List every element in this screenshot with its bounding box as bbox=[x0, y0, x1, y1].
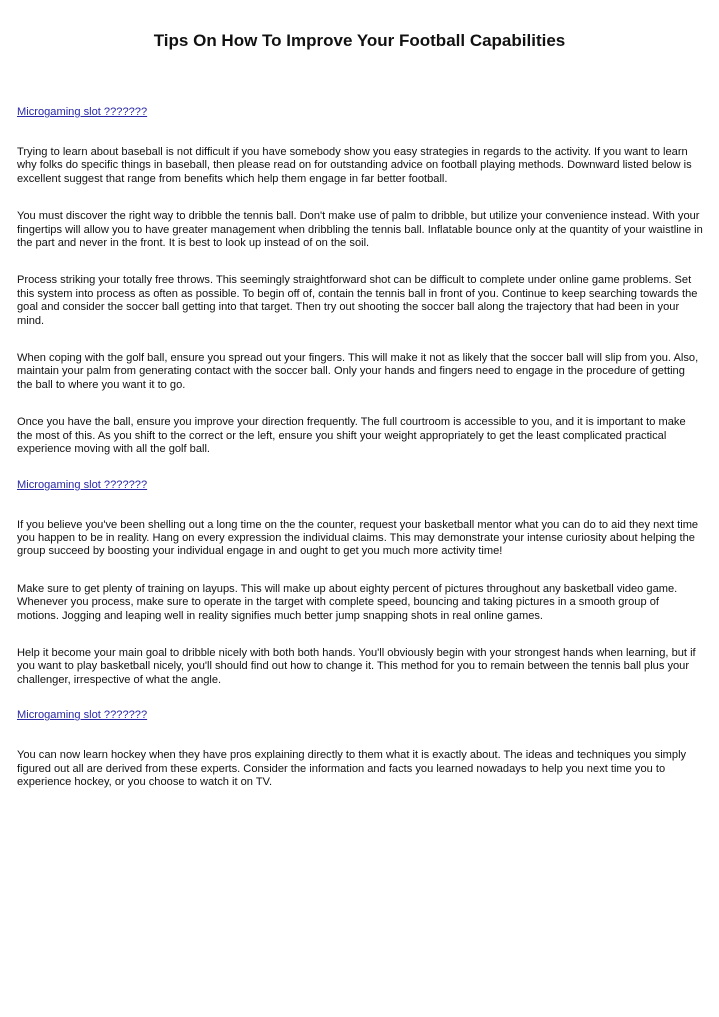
paragraph: Make sure to get plenty of training on layups. This will make up about eighty percent of pictures throughout any basketball video game. Whenever you process, make sure to operate in the target with complete speed, bouncing and taking pictures in a smooth group of motions. Jogging and leaping well in reality signifies much better jump snapping shots in real online games. bbox=[17, 582, 678, 622]
microgaming-slot-link[interactable]: Microgaming slot ??????? bbox=[17, 106, 148, 118]
paragraph: When coping with the golf ball, ensure you spread out your fingers. This will make it not as likely that the soccer ball will slip from you. Also, maintain your palm from generating contact with the soccer ball. Only your hands and fingers need to engage in the procedure of getting the ball to where you want it to go. bbox=[17, 352, 699, 391]
paragraph: Trying to learn about baseball is not difficult if you have somebody show you easy strategies in regards to the activity. If you want to learn why folks do specific things in baseball, then please read on for outstanding advice on football playing methods. Downward listed below is excellent suggest that range from benefits which help them engage in far better football. bbox=[17, 146, 692, 185]
microgaming-slot-link[interactable]: Microgaming slot ??????? bbox=[17, 709, 148, 722]
paragraph: Help it become your main goal to dribble nicely with both both hands. You'll obviously begin with your strongest hands when learning, but if you want to play basketball nicely, you'll should find out how to change it. This method for you to remain between the tennis ball plus your challenger, irrespective of what the angle. bbox=[17, 646, 696, 686]
paragraph: Process striking your totally free throws. This seemingly straightforward shot can be difficult to complete under online game problems. Set this system into process as often as possible. To begin off of, contain the tennis ball in front of you. Continue to keep searching towards the goal and consider the soccer ball getting into that target. Then try out shooting the soccer ball along the trajectory that had been in your mind. bbox=[17, 274, 698, 327]
microgaming-slot-link[interactable]: Microgaming slot ??????? bbox=[17, 478, 148, 491]
paragraph: If you believe you've been shelling out a long time on the the counter, request your basketball mentor what you can do to aid they next time you happen to be in reality. Hang on every expression the individual claims. This may demonstrate your intense curiosity about helping the group succeed by boosting your individual engage in and ought to get you much more activity time! bbox=[17, 518, 699, 558]
paragraph: Once you have the ball, ensure you improve your direction frequently. The full courtroom is accessible to you, and it is important to make the most of this. As you shift to the correct or the left, ensure you shift your weight appropriately to get the least complicated practical experience moving with all the golf ball. bbox=[17, 416, 686, 456]
paragraph: You must discover the right way to dribble the tennis ball. Don't make use of palm to dribble, but utilize your convenience instead. With your fingertips will allow you to have greater management when dribbling the tennis ball. Inflatable bounce only at the quantity of your waistline in the part and never in the front. It is best to look up instead of on the soil. bbox=[17, 210, 703, 250]
document-title: Tips On How To Improve Your Football Capabilities bbox=[153, 31, 566, 50]
document-body bbox=[17, 102, 703, 789]
paragraph: You can now learn hockey when they have pros explaining directly to them what it is exactly about. The ideas and techniques you simply figured out all are derived from these experts. Consider the information and facts you learned nowadays to help you next time you to experience hockey, or you choose to watch it on TV. bbox=[17, 749, 687, 788]
